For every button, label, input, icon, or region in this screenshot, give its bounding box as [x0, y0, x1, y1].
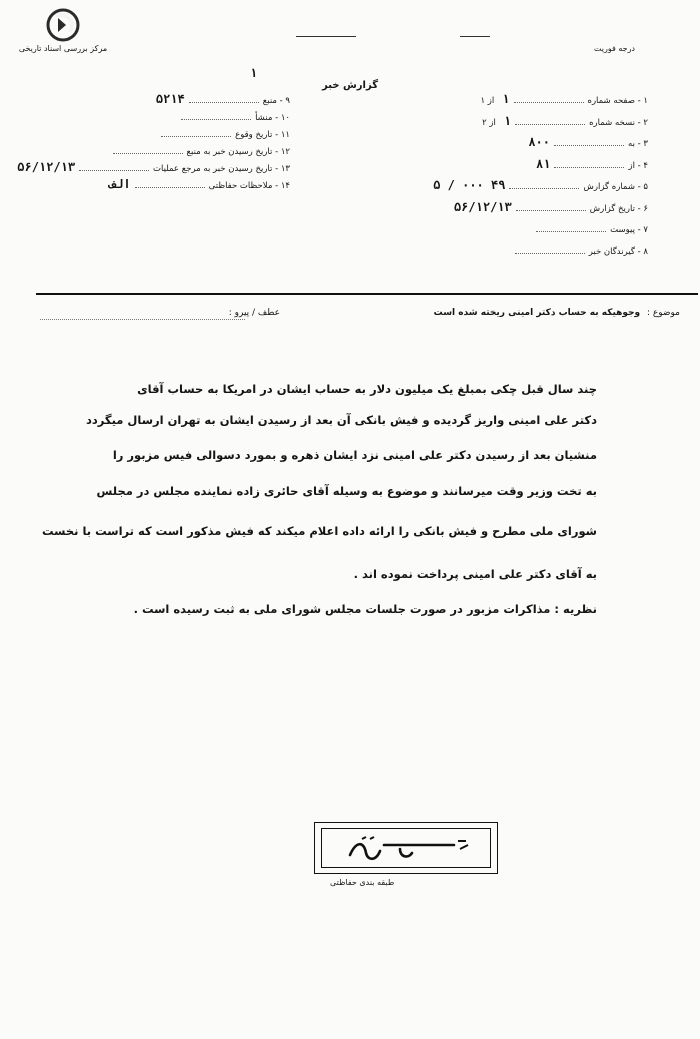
fields_left-field-row	[408, 200, 648, 216]
field-extra: از ۱	[480, 96, 495, 106]
watermark-logo	[8, 8, 118, 58]
field-value: ۵۶/۱۲/۱۳	[453, 199, 512, 214]
section-rule	[36, 293, 698, 295]
field-label: ۸ - گیرندگان خبر	[588, 246, 648, 257]
field-dotline	[79, 170, 149, 171]
field-value: ۸۰۰	[528, 135, 551, 149]
classification-stamp	[314, 822, 498, 874]
subject-label: موضوع :	[646, 308, 680, 318]
reference-dotline	[40, 318, 245, 320]
fields_right-field-row	[20, 92, 290, 108]
fields_left-field-row	[408, 92, 648, 108]
field-label: ۹ - منبع	[262, 96, 290, 106]
field-dotline	[554, 145, 624, 146]
field-dotline	[181, 119, 251, 120]
field-dotline	[509, 188, 579, 189]
field-dotline	[514, 102, 584, 103]
fields_right-field-row	[20, 143, 290, 159]
subject-row	[434, 308, 680, 318]
field-label: ۱۲ - تاریخ رسیدن خبر به منبع	[186, 147, 290, 157]
field-label: ۱۰ - منشأ	[255, 113, 290, 123]
subject-text: وجوهیکه به حساب دکتر امینی ریخته شده است	[433, 308, 641, 318]
field-dotline	[536, 231, 606, 232]
fields_left-field-row	[408, 114, 648, 130]
field-label: ۱۱ - تاریخ وقوع	[235, 130, 290, 140]
field-dotline	[516, 210, 586, 211]
page-marker: ۱	[250, 66, 258, 80]
body-text-line: منشیان بعد از رسیدن دکتر علی امینی نزد ایشان ذهره و بمورد دسوالی فیس مزبور را	[112, 448, 597, 462]
field-label: ۵ - شماره گزارش	[583, 182, 648, 192]
reference-label: عطف / پیرو :	[228, 308, 280, 318]
field-label: ۷ - پیوست	[610, 225, 648, 235]
stamp-caption: طبقه بندی حفاظتی	[330, 878, 395, 887]
body-text-line: به تخت وزیر وقت میرسانند و موضوع به وسیله آقای حائری زاده نماینده مجلس در مجلس	[96, 484, 597, 498]
fields_left-field-row	[408, 243, 648, 259]
field-dotline	[161, 136, 231, 137]
classification-label: درجه فوریت	[593, 44, 635, 53]
field-value: ۱	[503, 113, 512, 128]
field-value: ۸۱	[536, 156, 551, 171]
field-dotline	[554, 167, 624, 168]
field-label: ۱ - صفحه شماره	[587, 96, 648, 106]
top-divider-2	[460, 36, 490, 37]
watermark-text: مرکز بررسی اسناد تاریخی	[18, 44, 108, 53]
body-text-line: چند سال قبل چکی بمبلغ یک میلیون دلار به حساب ایشان در امریکا به حساب آقای	[137, 382, 597, 396]
stamp-inner-box	[321, 828, 491, 868]
field-label: ۳ - به	[628, 139, 648, 149]
field-dotline	[135, 187, 205, 188]
report-title: گزارش خبر	[322, 80, 379, 91]
field-value: ۵۲۱۴	[155, 92, 185, 106]
field-value: الف	[108, 177, 131, 191]
report-opinion-line: نظریه : مذاکرات مزبور در صورت جلسات مجلس شورای ملی به ثبت رسیده است .	[133, 602, 597, 616]
field-label: ۱۳ - تاریخ رسیدن خبر به مرجع عملیات	[153, 164, 290, 174]
field-value: ۱	[502, 92, 510, 106]
field-label: ۲ - نسخه شماره	[589, 117, 648, 128]
fields_right-field-row	[20, 126, 290, 142]
field-dotline	[515, 253, 585, 254]
field-label: ۶ - تاریخ گزارش	[589, 203, 648, 214]
field-value: ۴۹ ۰۰۰ / ۵	[433, 178, 506, 192]
field-label: ۱۴ - ملاحظات حفاظتی	[208, 181, 290, 191]
fields_left-field-row	[408, 135, 648, 151]
fields_right-field-row	[20, 109, 290, 125]
field-dotline	[189, 102, 259, 103]
body-text-line: شورای ملی مطرح و فیش بانکی را ارائه داده اعلام میکند که فیش مذکور است که تراست با نخست	[41, 524, 597, 538]
fields_right-field-row	[20, 177, 290, 193]
body-text-line: به آقای دکتر علی امینی پرداخت نموده اند .	[353, 567, 597, 581]
fields_left-field-row	[408, 221, 648, 237]
archive-logo-icon	[46, 8, 80, 42]
field-extra: از ۲	[482, 117, 496, 128]
fields_right-field-row	[17, 160, 290, 176]
fields_left-field-row	[408, 157, 648, 173]
field-value: ۵۶/۱۲/۱۳	[17, 160, 76, 174]
top-divider	[296, 36, 356, 37]
field-label: ۴ - از	[628, 160, 648, 171]
fields_left-field-row	[408, 178, 648, 194]
body-text-line: دکتر علی امینی واریز گردیده و فیش بانکی آن بعد از رسیدن ایشان به تهران ارسال میگردد	[85, 413, 597, 427]
stamp-handwriting	[342, 831, 472, 865]
field-dotline	[113, 153, 183, 154]
field-dotline	[515, 124, 585, 125]
